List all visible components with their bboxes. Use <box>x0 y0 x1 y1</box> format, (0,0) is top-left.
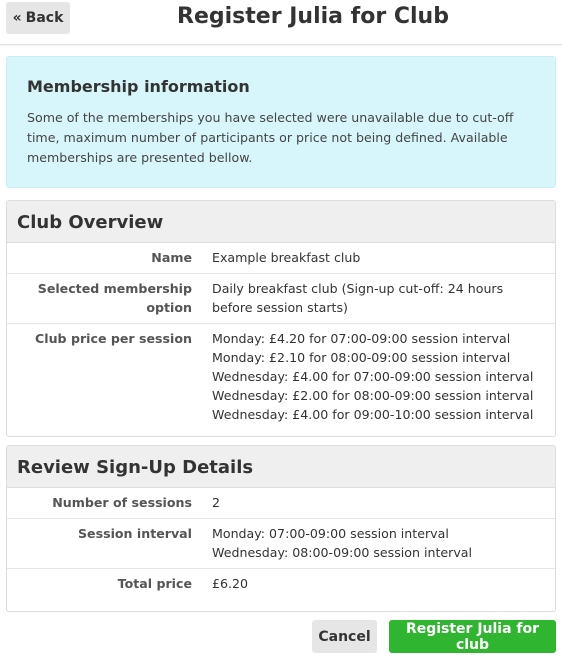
review-panel <box>6 445 556 612</box>
interval-label: Session interval <box>77 526 192 541</box>
interval-line: Wednesday: 08:00-09:00 session interval <box>212 545 473 560</box>
price-row <box>7 323 555 436</box>
page-title: Register Julia for Club <box>177 4 449 29</box>
price-line: Wednesday: £2.00 for 08:00-09:00 session interval <box>212 388 534 403</box>
price-line: Wednesday: £4.00 for 07:00-09:00 session interval <box>212 369 534 384</box>
membership-info-box <box>6 56 556 188</box>
name-label: Name <box>151 250 192 265</box>
total-label: Total price <box>117 576 192 591</box>
register-button[interactable]: Register Julia for club <box>389 620 556 653</box>
total-value-text: £6.20 <box>212 576 249 591</box>
double-chevron-left-icon: « <box>12 10 22 26</box>
membership-line: Daily breakfast club (Sign-up cut-off: 24 hours <box>212 281 504 296</box>
sessions-row <box>7 488 555 518</box>
review-title: Review Sign-Up Details <box>7 446 555 488</box>
club-overview-panel <box>6 200 556 437</box>
price-line: Monday: £2.10 for 08:00-09:00 session interval <box>212 350 511 365</box>
membership-info-text: Some of the memberships you have selected were unavailable due to cut-off time, maximum number of participants or price not being defined. Available memberships are presented bellow. <box>27 110 514 165</box>
top-bar <box>0 0 562 45</box>
sessions-value <box>192 493 555 512</box>
interval-line: Monday: 07:00-09:00 session interval <box>212 526 449 541</box>
cancel-button[interactable]: Cancel <box>312 620 377 653</box>
back-button-label: Back <box>25 10 64 26</box>
name-row <box>7 243 555 273</box>
price-line: Wednesday: £4.00 for 09:00-10:00 session interval <box>212 407 534 422</box>
membership-info-title: Membership information <box>27 77 250 96</box>
sessions-value-text: 2 <box>212 495 221 510</box>
membership-value <box>192 279 555 317</box>
interval-value <box>192 524 555 562</box>
price-label: Club price per session <box>35 331 192 346</box>
name-value <box>192 248 555 267</box>
sessions-label: Number of sessions <box>52 495 192 510</box>
membership-label: Selected membership option <box>37 281 192 315</box>
price-line: Monday: £4.20 for 07:00-09:00 session interval <box>212 331 511 346</box>
price-value <box>192 329 555 424</box>
interval-row <box>7 518 555 568</box>
name-value-text: Example breakfast club <box>212 250 361 265</box>
total-row <box>7 568 555 611</box>
membership-row <box>7 273 555 323</box>
club-overview-title: Club Overview <box>7 201 555 243</box>
total-value <box>192 574 555 593</box>
membership-line: before session starts) <box>212 300 348 315</box>
